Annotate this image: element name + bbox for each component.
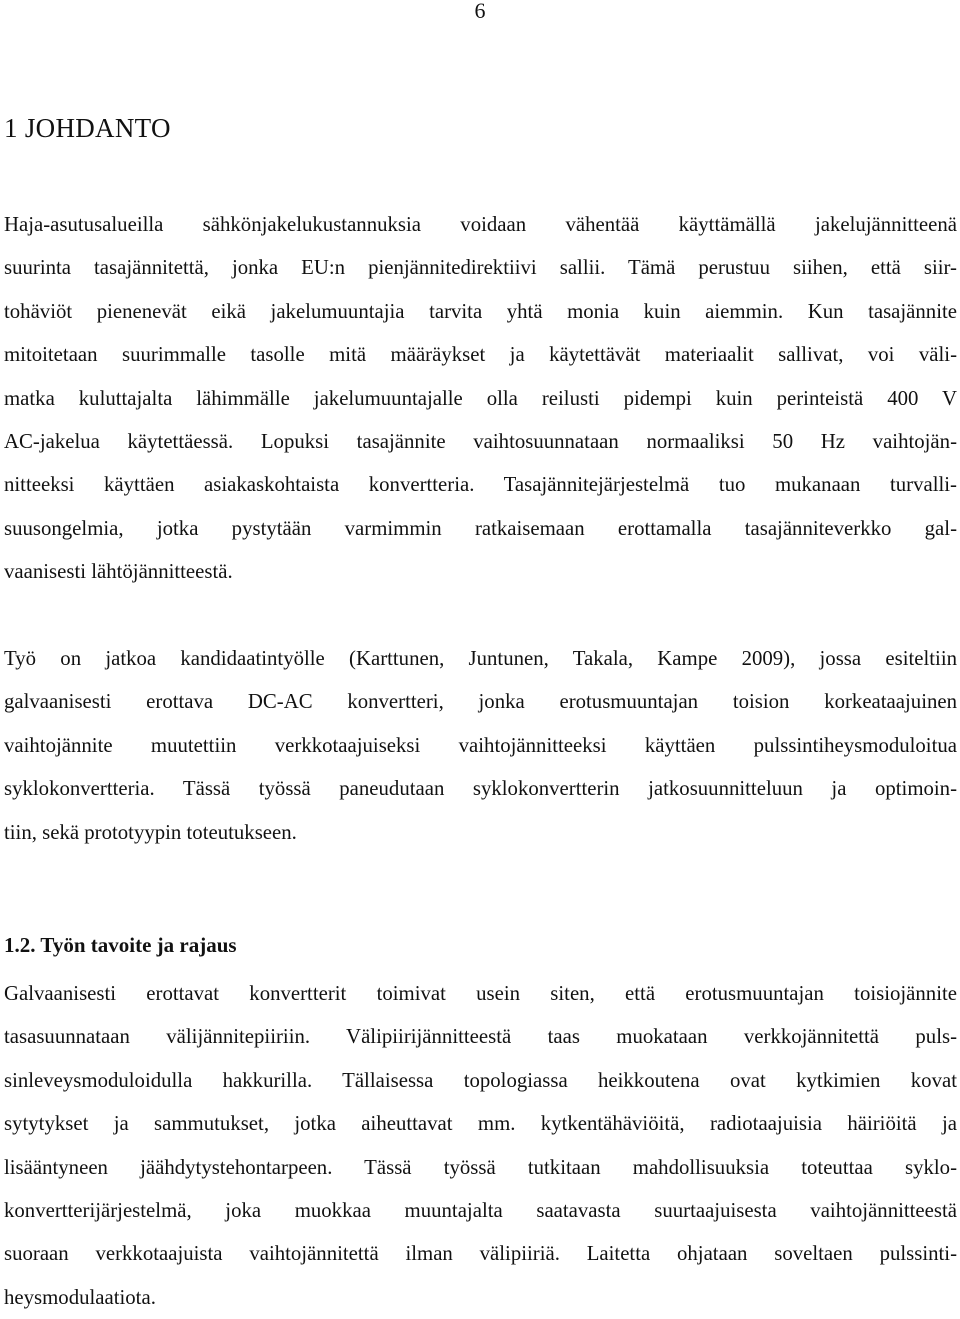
text-line: heysmodulaatiota. (4, 1285, 156, 1309)
text-line: tohäviöt pienenevät eikä jakelumuuntajia tarvita yhtä monia kuin aiemmin. Kun tasajännite (4, 299, 957, 323)
text-line: suoraan verkkotaajuista vaihtojännitettä ilman välipiiriä. Laitetta ohjataan soveltaen pulssinti- (4, 1242, 957, 1266)
text-line: vaanisesti lähtöjännitteestä. (4, 560, 233, 584)
text-line: matka kuluttajalta lähimmälle jakelumuuntajalle olla reilusti pidempi kuin perinteistä 400 V (4, 386, 957, 410)
introduction-paragraph-2 (4, 637, 957, 854)
section-heading: 1.2. Työn tavoite ja rajaus (4, 933, 237, 957)
text-line: tasasuunnataan välijännitepiiriin. Välipiirijännitteestä taas muokataan verkkojännitettä puls- (4, 1025, 957, 1049)
text-line: mitoitetaan suurimmalle tasolle mitä määräykset ja käytettävät materiaalit sallivat, voi väli- (4, 343, 957, 367)
page-number: 6 (474, 0, 486, 23)
text-line: Haja-asutusalueilla sähkönjakelukustannuksia voidaan vähentää käyttämällä jakelujännitteenä (4, 213, 957, 236)
text-line: Galvaanisesti erottavat konvertterit toimivat usein siten, että erotusmuuntajan toisiojännite (4, 982, 957, 1005)
text-line: galvaanisesti erottava DC-AC konvertteri, jonka erotusmuuntajan toision korkeataajuinen (4, 690, 957, 714)
text-line: vaihtojännite muutettiin verkkotaajuiseksi vaihtojännitteeksi käyttäen pulssintiheysmoduloitua (4, 733, 957, 757)
text-line: syklokonvertteria. Tässä työssä paneudutaan syklokonvertterin jatkosuunnitteluun ja optimoin- (4, 777, 957, 801)
text-line: suurinta tasajännitettä, jonka EU:n pienjännitedirektiivi sallii. Tämä perustuu siihen, että siir- (4, 256, 957, 280)
chapter-heading: 1 JOHDANTO (4, 113, 171, 143)
text-line: konvertterijärjestelmä, joka muokkaa muuntajalta saatavasta suurtaajuisesta vaihtojännitteestä (4, 1199, 957, 1223)
section-paragraph (4, 972, 957, 1319)
text-line: tiin, sekä prototyypin toteutukseen. (4, 820, 297, 844)
text-line: suusongelmia, jotka pystytään varmimmin ratkaisemaan erottamalla tasajänniteverkko gal- (4, 516, 957, 540)
text-line: lisääntyneen jäähdytystehontarpeen. Tässä työssä tutkitaan mahdollisuuksia toteuttaa syklo- (4, 1155, 957, 1179)
text-line: Työ on jatkoa kandidaatintyölle (Karttunen, Juntunen, Takala, Kampe 2009), jossa esiteltiin (4, 647, 957, 670)
text-line: sinleveysmoduloidulla hakkurilla. Tällaisessa topologiassa heikkoutena ovat kytkimien kovat (4, 1068, 957, 1092)
text-line: AC-jakelua käytettäessä. Lopuksi tasajännite vaihtosuunnataan normaaliksi 50 Hz vaihtojän- (4, 430, 957, 454)
text-line: sytytykset ja sammutukset, jotka aiheuttavat mm. kytkentähäviöitä, radiotaajuisia häiriöitä ja (4, 1112, 957, 1136)
text-line: nitteeksi käyttäen asiakaskohtaista konvertteria. Tasajännitejärjestelmä tuo mukanaan turvalli- (4, 473, 957, 497)
introduction-paragraph-1 (4, 203, 957, 594)
